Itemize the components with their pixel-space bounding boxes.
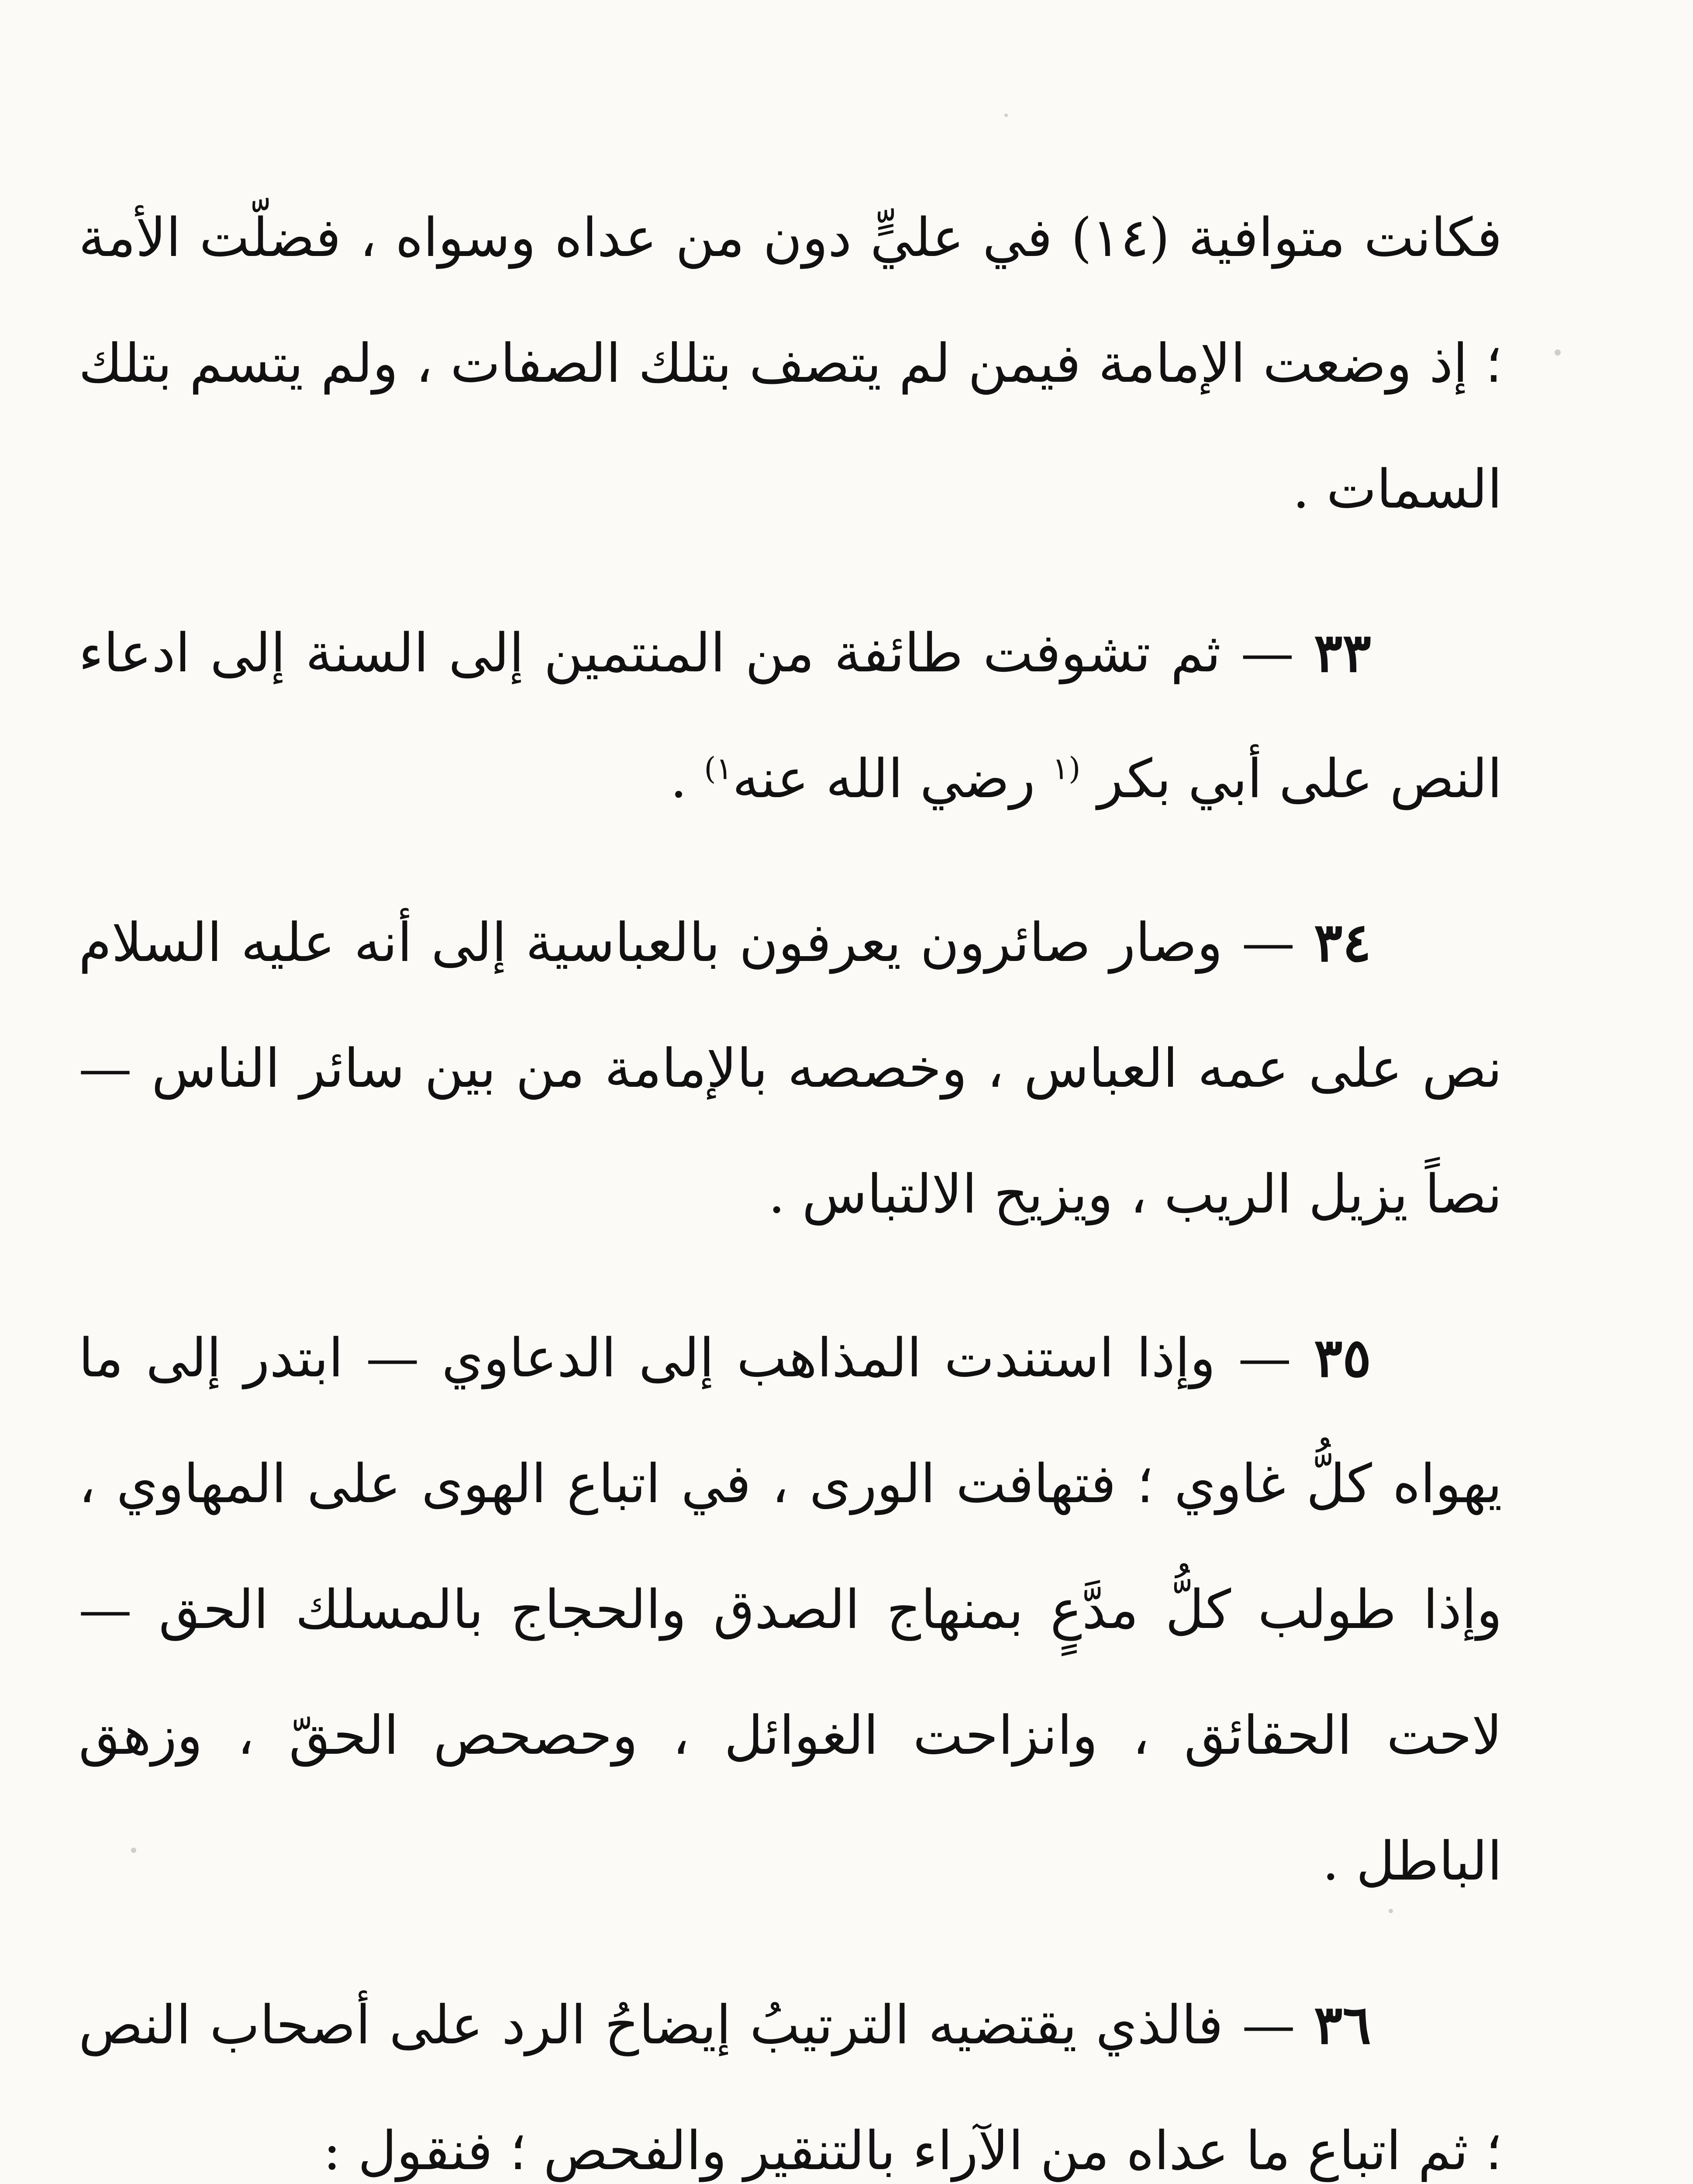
footnote-marker: (١ — [1052, 750, 1081, 787]
paragraph-number: ٣٣ — [1314, 621, 1371, 684]
paragraph-text: — وإذا استندت المذاهب إلى الدعاوي — ابتدر إلى ما يهواه كلُّ غاوي ؛ فتهافت الورى ، في اتباع الهوى على المهاوي ، وإذا طولب كلُّ مدَّعٍ بمنهاج الصدق والحجاج بالمسلك الحق — لاحت الحقائق ، وانزاحت الغوائل ، وحصحص الحقّ ، وزهق الباطل . — [79, 1327, 1502, 1892]
paragraph-continuation — [79, 175, 1502, 552]
paragraph-36 — [79, 1962, 1502, 2184]
paragraph-33 — [79, 590, 1502, 842]
paragraph-number: ٣٤ — [1314, 911, 1371, 974]
paragraph-34 — [79, 879, 1502, 1257]
paragraph-text: — ثم تشوفت طائفة من المنتمين إلى السنة إلى ادعاء النص على أبي بكر — [79, 622, 1502, 810]
paragraph-number: ٣٦ — [1314, 1993, 1371, 2056]
paragraph-text: — وصار صائرون يعرفون بالعباسية إلى أنه عليه السلام نص على عمه العباس ، وخصصه بالإمامة من بين سائر الناس — نصاً يزيل الريب ، ويزيح الالتباس . — [79, 912, 1502, 1225]
paragraph-35 — [79, 1295, 1502, 1924]
scan-speck — [1004, 114, 1008, 117]
scan-speck — [1389, 1909, 1393, 1913]
paragraph-text: . — [670, 748, 704, 810]
paragraph-number: ٣٥ — [1314, 1326, 1371, 1389]
scan-speck — [131, 1848, 136, 1853]
paragraph-text: فكانت متوافية (١٤) في عليٍّ دون من عداه وسواه ، فضلّت الأمة ؛ إذ وضعت الإمامة فيمن لم يتصف بتلك الصفات ، ولم يتسم بتلك السمات . — [79, 207, 1502, 520]
footnote-marker: ١) — [704, 750, 733, 787]
paragraph-text: — فالذي يقتضيه الترتيبُ إيضاحُ الرد على أصحاب النص ؛ ثم اتباع ما عداه من الآراء بالتنقير والفحص ؛ فنقول : — [79, 1994, 1502, 2182]
paragraph-text: رضي الله عنه — [732, 748, 1052, 810]
main-text — [79, 175, 1502, 2184]
scan-speck — [1555, 349, 1561, 356]
